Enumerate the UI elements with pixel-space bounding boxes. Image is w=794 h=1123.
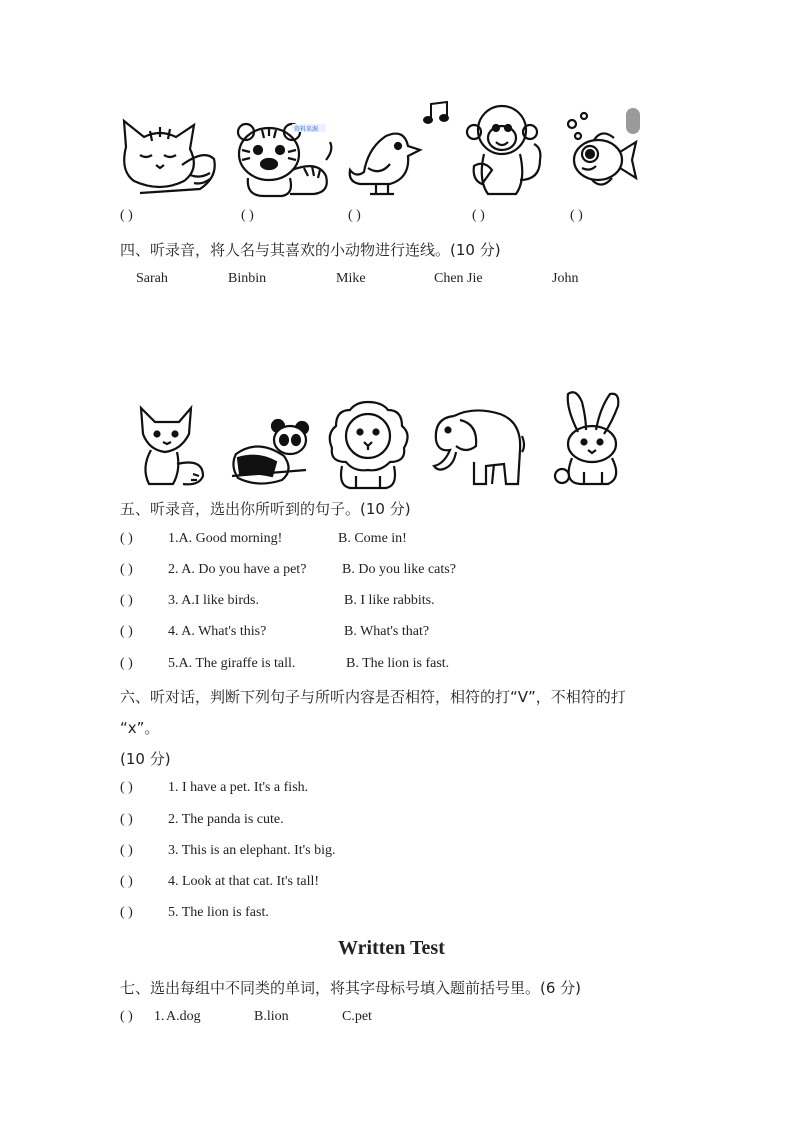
statement: 1. I have a pet. It's a fish. [168, 780, 309, 795]
option-a[interactable]: 5.A. The giraffe is tall. [168, 656, 296, 671]
option-a[interactable]: 2. A. Do you have a pet? [168, 562, 307, 577]
statement: 3. This is an elephant. It's big. [168, 843, 336, 858]
fish-icon [562, 108, 640, 194]
answer-bracket[interactable]: ( ) [120, 208, 133, 223]
option-b[interactable]: B. Do you like cats? [342, 562, 456, 577]
option-b[interactable]: B. Come in! [338, 531, 407, 546]
option-b[interactable]: B. The lion is fast. [346, 656, 450, 671]
option-b: B.lion [254, 1009, 289, 1024]
name-label[interactable]: Binbin [228, 271, 267, 286]
answer-bracket[interactable]: ( ) [570, 208, 583, 223]
panda-icon[interactable] [228, 418, 310, 488]
tiger-icon [234, 120, 336, 198]
option-b[interactable]: B. I like rabbits. [344, 593, 435, 608]
answer-bracket[interactable]: ( ) [120, 562, 133, 577]
answer-bracket[interactable]: ( ) [120, 1009, 133, 1024]
option-a[interactable]: 4. A. What's this? [168, 624, 267, 639]
answer-bracket[interactable]: ( ) [120, 531, 133, 546]
fox-icon[interactable] [133, 404, 205, 488]
lion-icon[interactable] [326, 400, 416, 490]
name-label[interactable]: Mike [336, 271, 366, 286]
elephant-icon[interactable] [430, 406, 526, 488]
written-test-title: Written Test [338, 937, 445, 959]
option-b[interactable]: B. What's that? [344, 624, 430, 639]
name-label[interactable]: Chen Jie [434, 271, 483, 286]
cat-icon [120, 115, 218, 195]
statement: 4. Look at that cat. It's tall! [168, 874, 320, 889]
music-note-icon [423, 100, 451, 126]
section5-heading: 五、听录音，选出你所听到的句子。(10 分) [120, 500, 411, 518]
section4-heading: 四、听录音，将人名与其喜欢的小动物进行连线。(10 分) [120, 241, 501, 259]
svg-text:资料来源: 资料来源 [294, 126, 319, 133]
answer-bracket[interactable]: ( ) [348, 208, 361, 223]
section6-points: (10 分) [120, 750, 171, 768]
name-label[interactable]: Sarah [136, 271, 168, 286]
statement: 5. The lion is fast. [168, 905, 269, 920]
section6-heading: 六、听对话，判断下列句子与所听内容是否相符，相符的打“V”，不相符的打 [120, 688, 626, 706]
monkey-icon [460, 100, 544, 198]
answer-bracket[interactable]: ( ) [241, 208, 254, 223]
option-a: A.dog [166, 1009, 201, 1024]
name-label[interactable]: John [552, 271, 579, 286]
answer-bracket[interactable]: ( ) [472, 208, 485, 223]
rabbit-icon[interactable] [548, 388, 630, 488]
section6-heading-cont: “x”。 [120, 719, 160, 737]
answer-bracket[interactable]: ( ) [120, 780, 133, 795]
answer-bracket[interactable]: ( ) [120, 593, 133, 608]
option-a[interactable]: 3. A.I like birds. [168, 593, 259, 608]
option-a[interactable]: 1.A. Good morning! [168, 531, 283, 546]
option-c: C.pet [342, 1009, 372, 1024]
section7-heading: 七、选出每组中不同类的单词，将其字母标号填入题前括号里。(6 分) [120, 979, 582, 997]
answer-bracket[interactable]: ( ) [120, 656, 133, 671]
question-number: 1. [154, 1009, 165, 1024]
statement: 2. The panda is cute. [168, 812, 284, 827]
answer-bracket[interactable]: ( ) [120, 624, 133, 639]
answer-bracket[interactable]: ( ) [120, 874, 133, 889]
answer-bracket[interactable]: ( ) [120, 843, 133, 858]
answer-bracket[interactable]: ( ) [120, 812, 133, 827]
answer-bracket[interactable]: ( ) [120, 905, 133, 920]
bird-icon [346, 128, 426, 196]
